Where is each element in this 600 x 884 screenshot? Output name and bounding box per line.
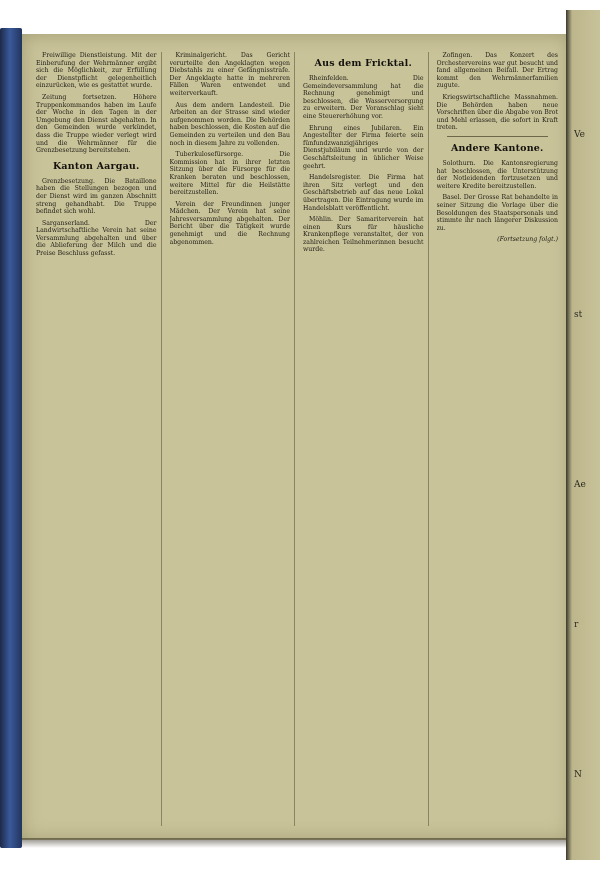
facing-page-fragment: st <box>574 310 583 320</box>
headline-kanton-aargau: Kanton Aargau. <box>52 160 140 172</box>
facing-page-fragment: Ve <box>574 130 585 140</box>
article-paragraph: Ehrung eines Jubilaren. Ein Angestellter der Firma feierte sein fünfundzwanzigjähriges Dienstjubiläum und wurde von der Geschäftsleitung in üblicher Weise geehrt. <box>303 124 424 170</box>
footer-continued: (Fortsetzung folgt.) <box>497 236 558 244</box>
column-4 <box>437 52 563 826</box>
article-paragraph: Kriminalgericht. Das Gericht verurteilte den Angeklagten wegen Diebstahls zu einer Gefängnisstrafe. Der Angeklagte hatte in mehreren Fällen Waren entwendet und weiterverkauft. <box>169 52 290 97</box>
facing-page-fragment: Ae <box>574 480 586 490</box>
article-paragraph: Tuberkulosefürsorge. Die Kommission hat in ihrer letzten Sitzung über die Fürsorge für die Kranken beraten und beschlossen, weitere Mittel für die Heilstätte bereitzustellen. <box>169 151 290 197</box>
article-paragraph: Verein der Freundinnen junger Mädchen. Der Verein hat seine Jahresversammlung abgehalten. Der Bericht über die Tätigkeit wurde genehmigt und die Rechnung abgenommen. <box>169 200 290 246</box>
article-paragraph: Möhlin. Der Samariterverein hat einen Kurs für häusliche Krankenpflege veranstaltet, der von zahlreichen Teilnehmerinnen besucht wurde. <box>303 216 424 254</box>
article-paragraph: Kriegswirtschaftliche Massnahmen. Die Behörden haben neue Vorschriften über die Abgabe von Brot und Mehl erlassen, die sofort in Kraft treten. <box>436 93 558 132</box>
facing-page-fragment: N <box>574 770 582 780</box>
page-bottom-shadow <box>22 838 570 848</box>
column-1 <box>36 52 162 826</box>
text-columns <box>36 52 562 826</box>
section-divider <box>447 136 549 137</box>
article-paragraph: Aus dem andern Landesteil. Die Arbeiten an der Strasse sind wieder aufgenommen worden. Die Behörden haben beschlossen, die Kosten auf die Gemeinden zu verteilen und den Bau noch in diesem Jahre zu vollenden. <box>169 101 290 147</box>
column-2 <box>170 52 296 826</box>
article-paragraph: Zeitung fortsetzen. Höhere Truppenkommandos haben im Laufe der Woche in den Tagen in der Umgebung den Dienst abgehalten. In den Gemeinden wurde verkündet, dass die Truppe wieder verlegt wird und die Wehrmänner für die Grenzbesetzung bereitstehen. <box>36 93 157 155</box>
facing-page-fragment: r <box>574 620 579 630</box>
facing-page-edge <box>566 10 600 860</box>
article-paragraph: Handelsregister. Die Firma hat ihren Sitz verlegt und den Geschäftsbetrieb auf das neue Lokal übertragen. Die Eintragung wurde im Handelsblatt veröffentlicht. <box>303 174 424 212</box>
article-paragraph: Rheinfelden. Die Gemeindeversammlung hat die Rechnung genehmigt und beschlossen, die Wasserversorgung zu erweitern. Der Voranschlag sieht eine Steuererhöhung vor. <box>303 75 424 120</box>
article-paragraph: Zofingen. Das Konzert des Orchestervereins war gut besucht und fand allgemeinen Beifall. Der Ertrag kommt den Wehrmännerfamilien zugute. <box>436 52 558 90</box>
article-paragraph: Grenzbesetzung. Die Bataillone haben die Stellungen bezogen und der Dienst wird im ganzen Abschnitt streng gehandhabt. Die Truppe befindet sich wohl. <box>36 177 157 216</box>
article-paragraph: Basel. Der Grosse Rat behandelte in seiner Sitzung die Vorlage über die Besoldungen des Staatspersonals und stimmte ihr nach längerer Diskussion zu. <box>436 194 558 232</box>
article-paragraph: Sarganserland. Der Landwirtschaftliche Verein hat seine Versammlung abgehalten und über die Ablieferung der Milch und die Preise Beschluss gefasst. <box>36 219 157 258</box>
newspaper-page <box>22 34 570 840</box>
article-paragraph: Freiwillige Dienstleistung. Mit der Einberufung der Wehrmänner ergibt sich die Möglichkeit, zur Erfüllung der Dienstpflicht gelegenheitlich einzurücken, wie es gestattet wurde. <box>36 52 157 90</box>
column-3 <box>303 52 429 826</box>
headline-andere-kantone: Andere Kantone. <box>450 142 544 154</box>
book-binding <box>0 28 22 848</box>
article-paragraph: Solothurn. Die Kantonsregierung hat beschlossen, die Unterstützung der Notleidenden fortzusetzen und weitere Kredite bereitzustellen. <box>436 159 558 190</box>
headline-aus-dem-fricktal: Aus dem Fricktal. <box>314 58 412 69</box>
